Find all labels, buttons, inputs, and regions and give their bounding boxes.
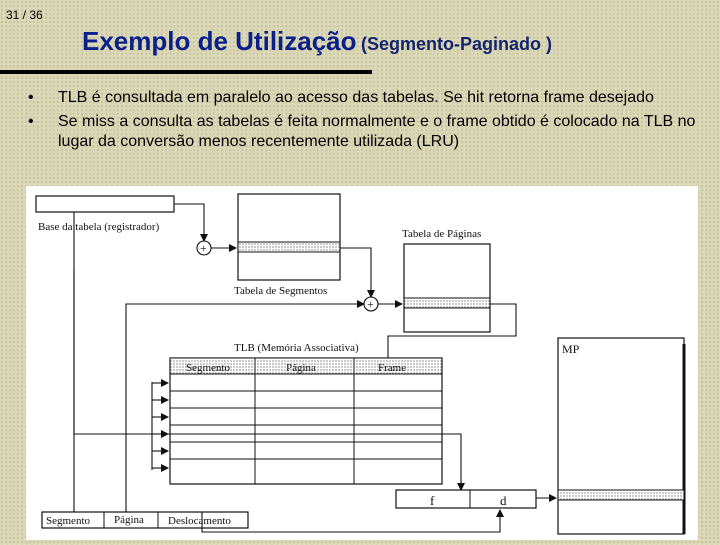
tlb-col-frame: Frame: [378, 362, 407, 374]
memory-frame: [558, 490, 684, 500]
tlb-col-pagina: Página: [286, 362, 316, 374]
virtual-address-segment: Segmento: [46, 515, 90, 527]
base-register-label: Base da tabela (registrador): [38, 221, 160, 233]
memory-label: MP: [562, 342, 580, 356]
page-table-entry: [404, 298, 490, 308]
tlb-table: [170, 358, 442, 484]
virtual-address-offset: Deslocamento: [168, 515, 231, 527]
main-memory: [558, 338, 684, 534]
title-sub: (Segmento-Paginado ): [360, 34, 552, 54]
slide-title: [82, 26, 552, 57]
bullet-dot-icon: •: [28, 113, 34, 130]
slide-number: 31 / 36: [6, 8, 43, 22]
tlb-col-segmento: Segmento: [186, 362, 230, 374]
segment-table-label: Tabela de Segmentos: [234, 285, 328, 297]
bullet-text: TLB é consultada em paralelo ao acesso das tabelas. Se hit retorna frame desejado: [58, 89, 654, 106]
bullet-dot-icon: •: [28, 89, 34, 106]
physical-address-offset: d: [500, 493, 507, 508]
bullet-item: [28, 112, 708, 152]
page-table-label: Tabela de Páginas: [402, 228, 482, 240]
bullet-item: [28, 88, 708, 108]
title-main: Exemplo de Utilização: [82, 26, 357, 56]
page-table: [404, 244, 490, 332]
virtual-address-page: Página: [114, 514, 144, 526]
bullet-text: Se miss a consulta as tabelas é feita normalmente e o frame obtido é colocado na TLB no lugar da conversão menos recentemente utilizada (LRU): [58, 113, 696, 150]
base-register-box: [36, 196, 174, 212]
segmented-paging-diagram: [26, 186, 698, 540]
segment-table-entry: [238, 242, 340, 252]
adder-1-symbol: +: [200, 241, 207, 255]
physical-address-frame: f: [430, 493, 435, 508]
title-underline: [0, 70, 372, 74]
tlb-label: TLB (Memória Associativa): [234, 342, 359, 354]
bullet-list: [28, 88, 708, 156]
adder-2-symbol: +: [367, 297, 374, 311]
physical-address: [396, 490, 536, 508]
segment-table: [238, 194, 340, 280]
